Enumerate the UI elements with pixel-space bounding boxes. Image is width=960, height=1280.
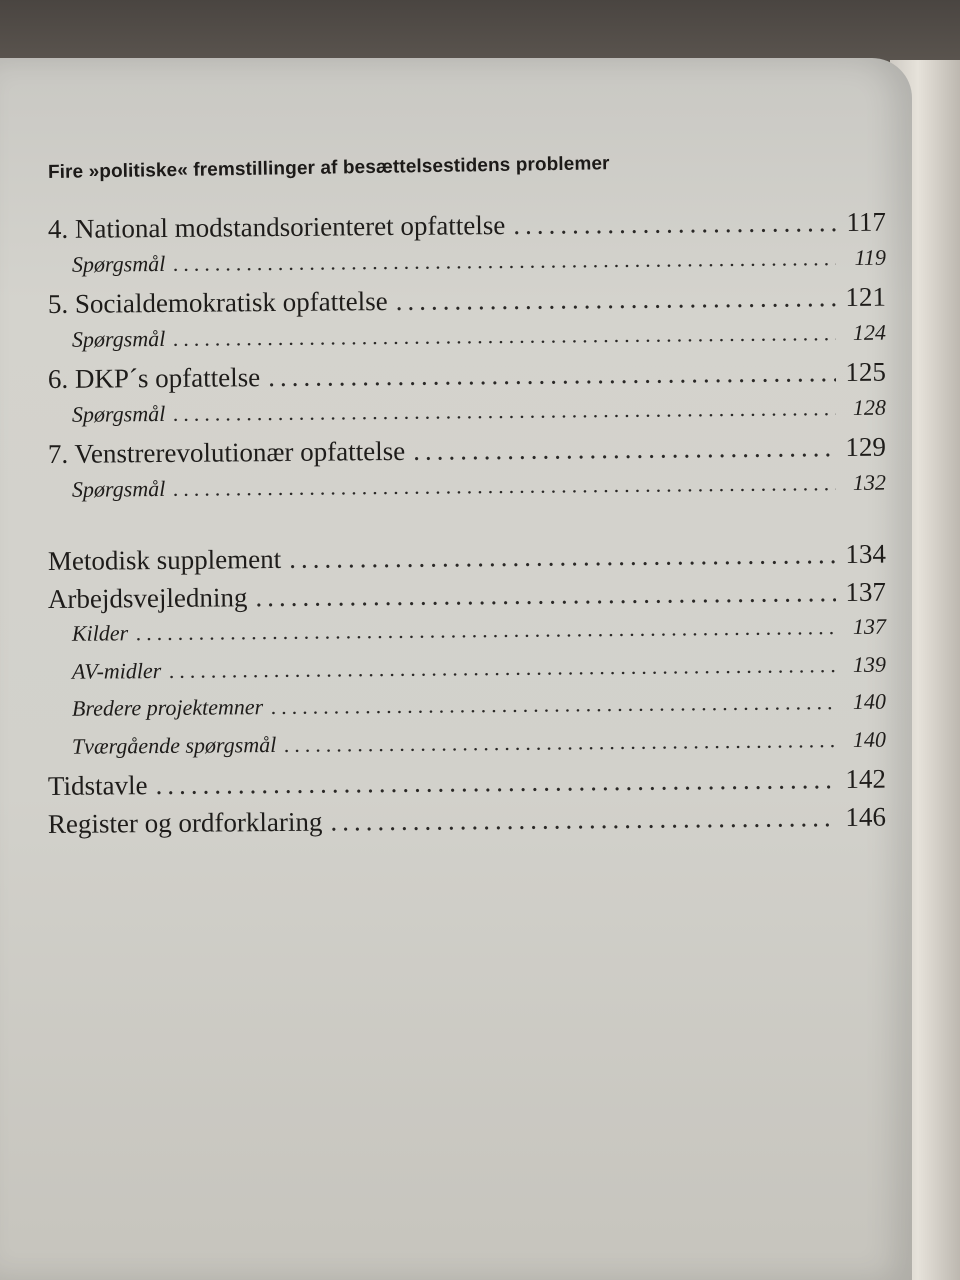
toc-page-number: 139 <box>852 651 887 677</box>
toc-group-perspectives <box>47 206 887 514</box>
toc-entry-title: Arbejdsvejledning <box>47 581 248 614</box>
toc-entry <box>48 357 886 402</box>
toc-page-number: 142 <box>845 763 887 795</box>
dot-leader <box>268 357 836 393</box>
toc-page-number: 137 <box>845 576 887 607</box>
dot-leader <box>395 282 835 317</box>
toc-page-number: 132 <box>852 469 887 495</box>
dot-leader <box>513 207 836 241</box>
toc-entry-title: Spørgsmål <box>71 325 166 352</box>
dot-leader <box>173 245 836 277</box>
dot-leader <box>284 727 836 758</box>
toc-entry-title: Kilder <box>71 620 129 646</box>
toc-entry-title: AV-midler <box>71 657 162 684</box>
toc-page-number: 140 <box>852 726 887 752</box>
toc-entry <box>48 432 886 477</box>
dot-leader <box>155 764 835 801</box>
toc-group-appendix <box>47 538 887 846</box>
toc-subentry <box>48 614 886 659</box>
toc-subentry <box>48 689 886 734</box>
toc-page-number: 121 <box>845 281 887 313</box>
toc-entry <box>48 207 886 252</box>
toc-entry-title: 7. Venstrerevolutionær opfattelse <box>47 435 406 469</box>
toc-page-number: 117 <box>846 206 887 238</box>
toc-entry-title: Metodisk supplement <box>47 543 282 576</box>
dot-leader <box>173 320 836 352</box>
dot-leader <box>173 395 836 427</box>
toc-entry-title: 4. National modstandsorienteret opfattelse <box>47 210 506 244</box>
show-through-text <box>430 988 437 1018</box>
toc-entry-title: Tidstavle <box>47 770 148 801</box>
toc-page-number: 137 <box>852 613 887 639</box>
toc-entry <box>48 539 886 584</box>
toc-entry <box>48 282 886 327</box>
dot-leader <box>271 689 836 720</box>
toc-page-number: 128 <box>852 394 887 420</box>
section-heading: Fire »politiske« fremstillinger af besættelsestidens problemer <box>47 153 610 183</box>
toc-entry-title: Spørgsmål <box>71 250 166 277</box>
toc-entry <box>48 801 886 846</box>
dot-leader <box>413 432 836 467</box>
toc-entry-title: Spørgsmål <box>71 400 166 427</box>
toc-page-number: 119 <box>854 244 887 270</box>
toc-entry-title: Tværgående spørgsmål <box>71 731 277 759</box>
toc-page-number: 125 <box>845 356 887 388</box>
toc-subentry <box>48 469 886 514</box>
dot-leader <box>169 652 836 684</box>
toc-entry-title: Spørgsmål <box>71 475 166 502</box>
toc-page-number: 146 <box>845 801 887 832</box>
toc-entry-title: Register og ordforklaring <box>47 806 323 839</box>
toc-entry-title: 6. DKP´s opfattelse <box>47 362 261 394</box>
dot-leader <box>255 577 835 613</box>
table-of-contents <box>47 206 887 846</box>
toc-page-number: 124 <box>852 319 887 345</box>
toc-entry <box>48 764 886 809</box>
toc-page-number: 140 <box>852 688 887 714</box>
dot-leader <box>136 614 836 646</box>
dot-leader <box>173 470 836 502</box>
toc-page-number: 129 <box>845 431 887 463</box>
dot-leader <box>330 802 835 837</box>
toc-entry-title: Bredere projektemner <box>71 694 264 721</box>
dot-leader <box>289 539 836 575</box>
toc-page-number: 134 <box>845 538 887 570</box>
toc-entry-title: 5. Socialdemokratisk opfattelse <box>47 286 388 319</box>
